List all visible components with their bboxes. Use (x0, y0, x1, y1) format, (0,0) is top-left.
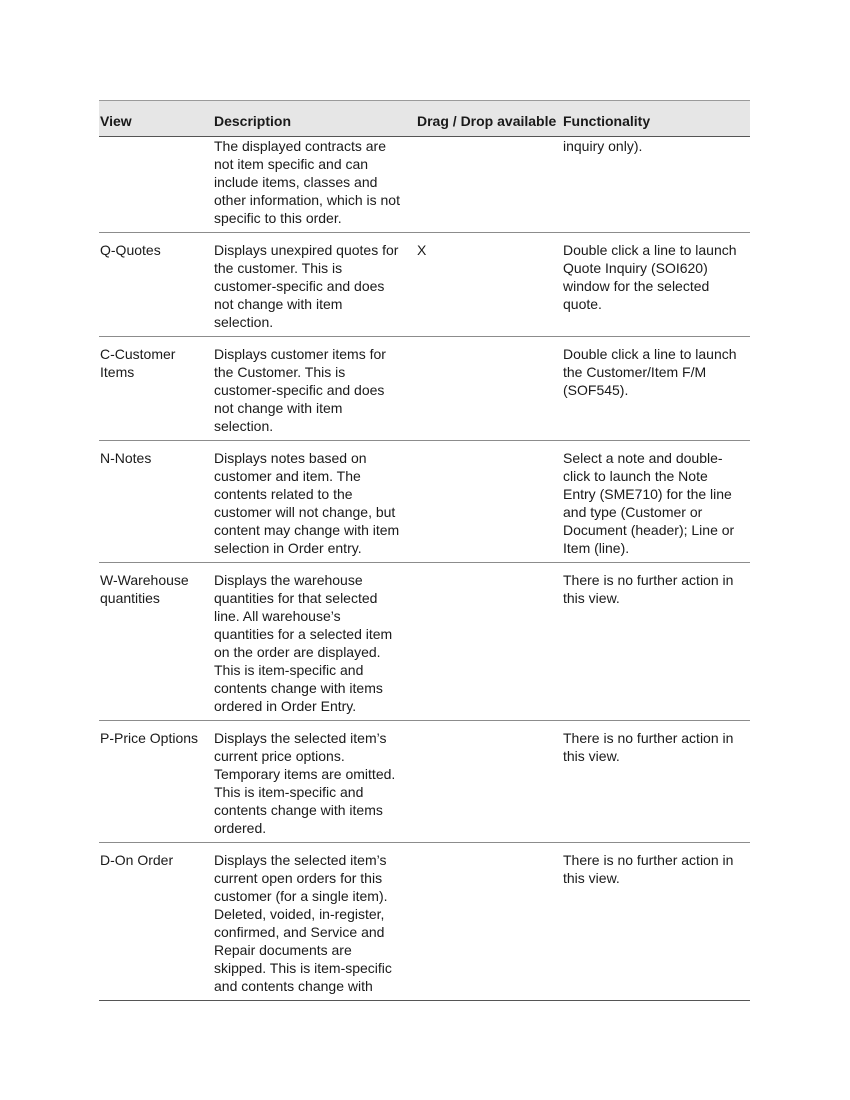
cell-drag-drop (416, 337, 562, 441)
cell-drag-drop (416, 843, 562, 1001)
cell-drag-drop (416, 441, 562, 563)
table-row (99, 137, 750, 233)
table-row (99, 233, 750, 337)
cell-view: W-Warehouse quantities (100, 572, 189, 606)
column-header-description: Description (214, 113, 292, 129)
column-header-functionality: Functionality (563, 113, 651, 129)
cell-functionality: There is no further action in this view. (563, 852, 734, 886)
cell-functionality: Select a note and double-click to launch the Note Entry (SME710) for the line and type (Customer or Document (header); Line or Item (line). (563, 450, 735, 556)
cell-functionality: Double click a line to launch the Customer/Item F/M (SOF545). (563, 346, 737, 398)
header-row (99, 101, 750, 137)
cell-description: Displays unexpired quotes for the customer. This is customer-specific and does not change with item selection. (214, 242, 399, 330)
table-row (99, 721, 750, 843)
table-header (99, 101, 750, 137)
cell-view: P-Price Options (100, 730, 199, 746)
table-body (99, 137, 750, 1001)
column-header-view: View (100, 113, 132, 129)
cell-view: N-Notes (100, 450, 152, 466)
cell-drag-drop: X (417, 242, 427, 258)
cell-functionality: Double click a line to launch Quote Inquiry (SOI620) window for the selected quote. (563, 242, 737, 312)
table-row (99, 843, 750, 1001)
table-row (99, 563, 750, 721)
cell-functionality: There is no further action in this view. (563, 730, 734, 764)
cell-functionality: inquiry only). (563, 138, 643, 154)
cell-drag-drop (416, 721, 562, 843)
cell-description: Displays the selected item’s current price options. Temporary items are omitted. This is item-specific and contents change with items ordered. (214, 730, 396, 836)
cell-description: Displays customer items for the Customer. This is customer-specific and does not change with item selection. (214, 346, 386, 434)
cell-description: The displayed contracts are not item specific and can include items, classes and other information, which is not specific to this order. (214, 138, 400, 226)
cell-description: Displays notes based on customer and item. The contents related to the customer will not change, but content may change with item selection in Order entry. (214, 450, 400, 556)
cell-view: D-On Order (100, 852, 174, 868)
cell-drag-drop (416, 137, 562, 233)
cell-description: Displays the selected item’s current open orders for this customer (for a single item). Deleted, voided, in-register, confirmed, and Service and Repair documents are skipped. This is item-specific and contents change with (214, 852, 392, 994)
table-row (99, 337, 750, 441)
cell-description: Displays the warehouse quantities for that selected line. All warehouse’s quantities for a selected item on the order are displayed. This is item-specific and contents change with items ordered in Order Entry. (214, 572, 393, 714)
cell-functionality: There is no further action in this view. (563, 572, 734, 606)
cell-view: Q-Quotes (100, 242, 161, 258)
cell-drag-drop (416, 563, 562, 721)
cell-view: C-Customer Items (100, 346, 176, 380)
column-header-drag-drop: Drag / Drop available (417, 113, 557, 129)
cell-view (99, 137, 213, 233)
views-table (99, 100, 750, 1001)
table-row (99, 441, 750, 563)
